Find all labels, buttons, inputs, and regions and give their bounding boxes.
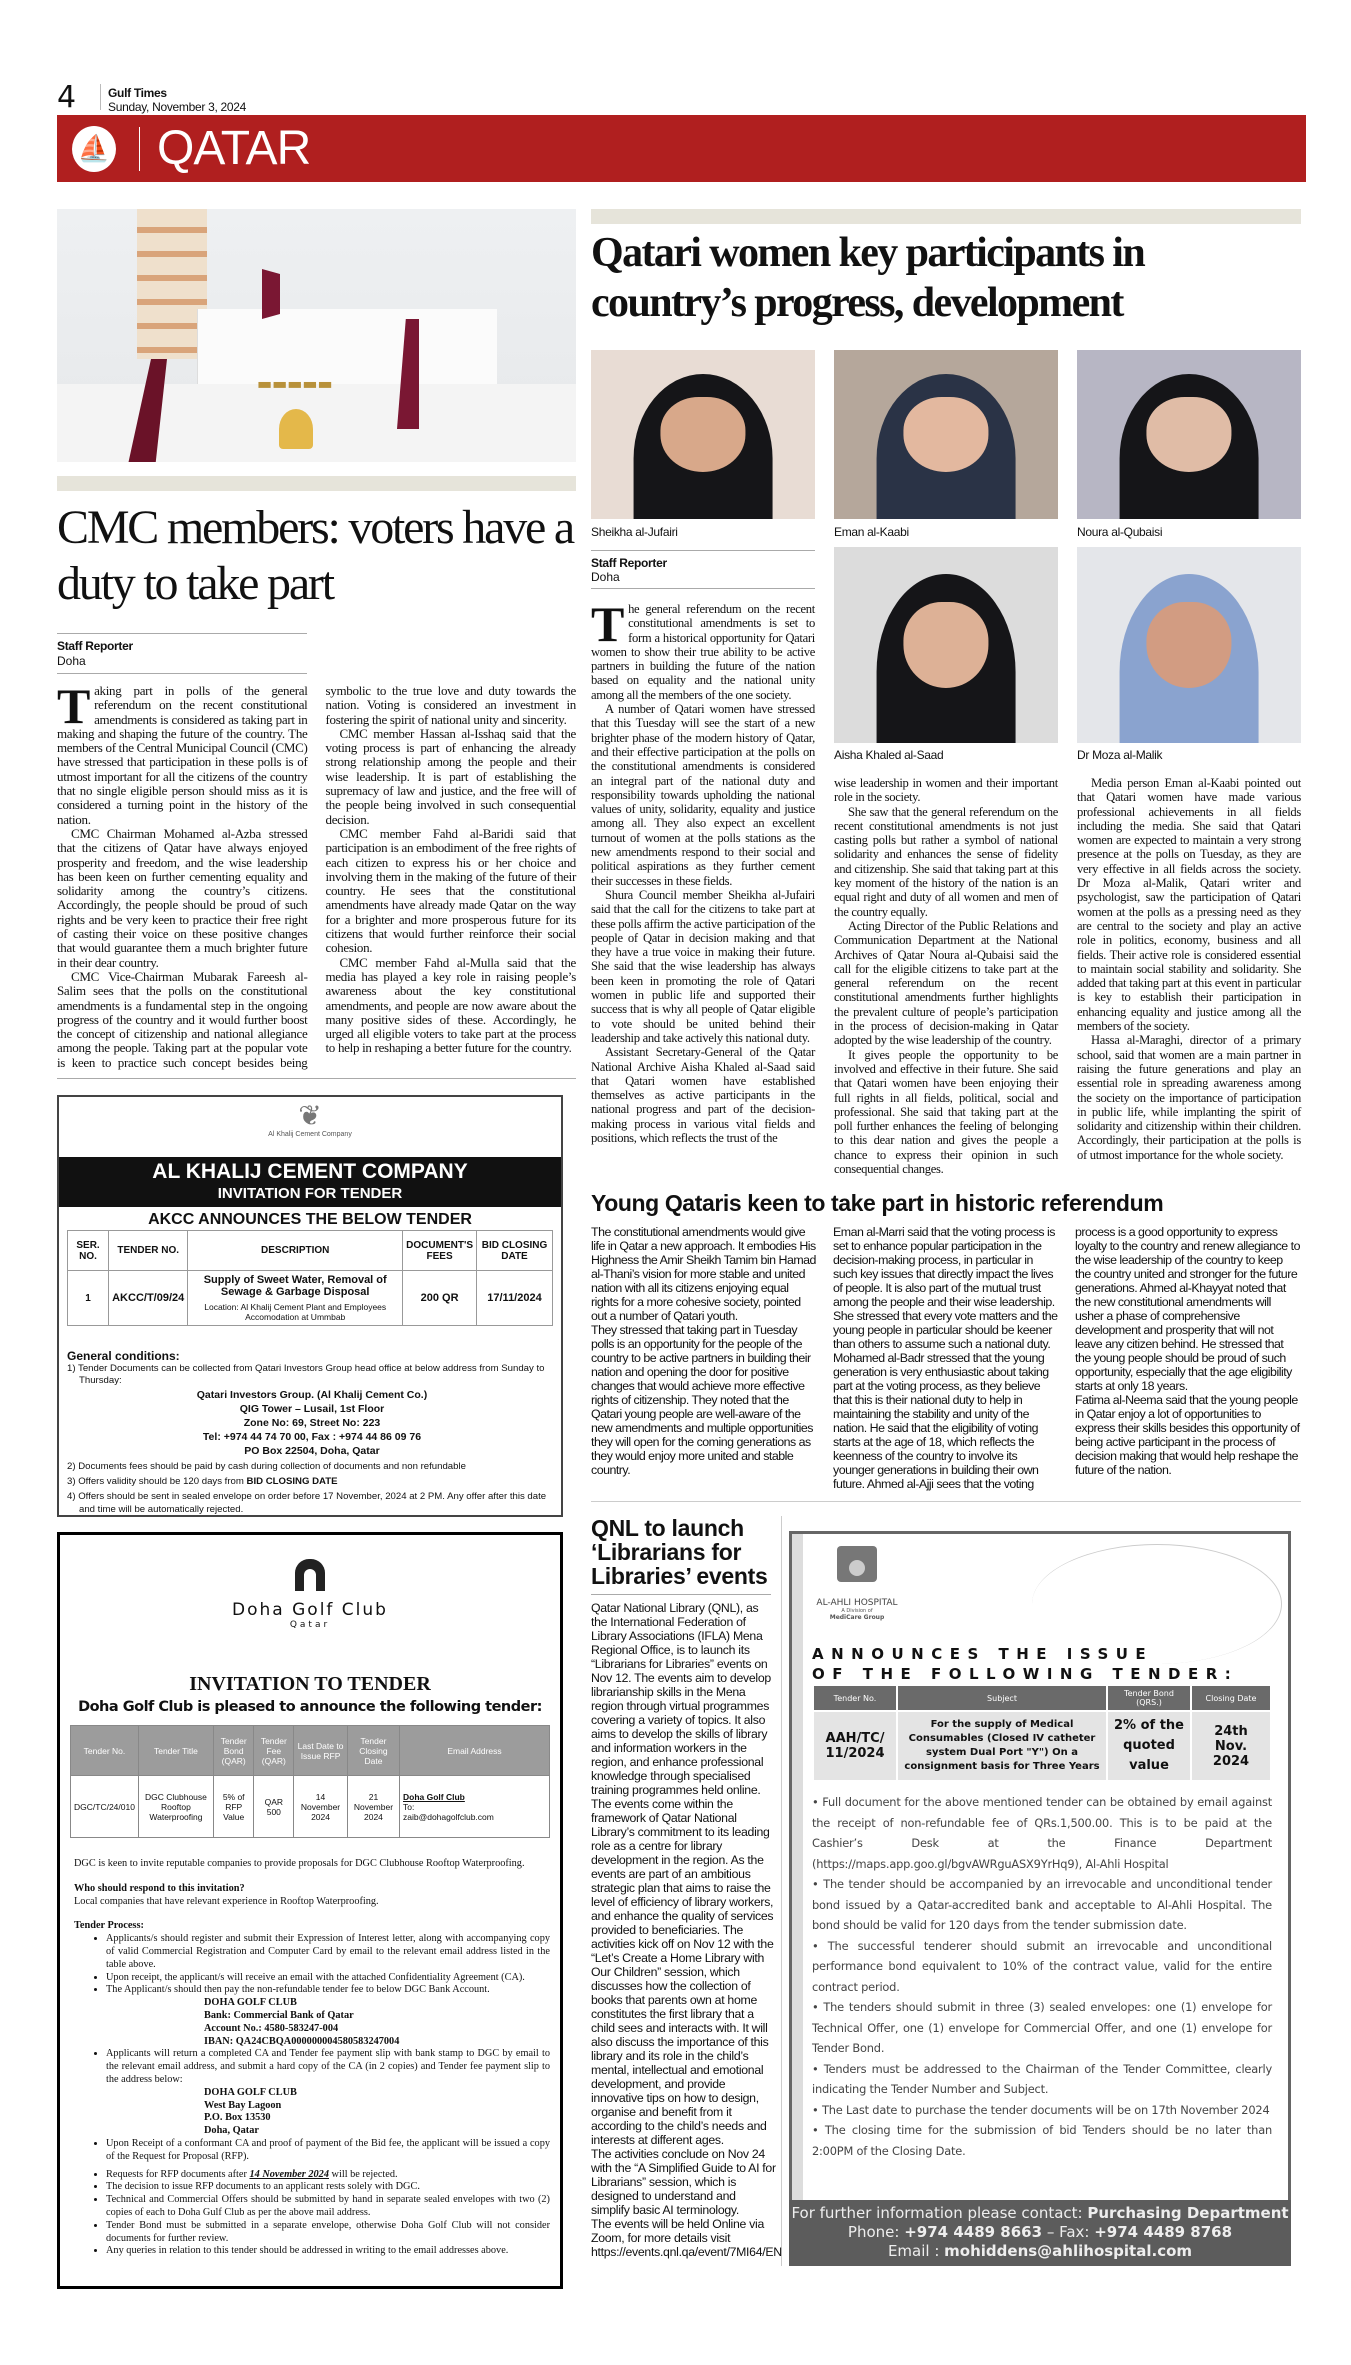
paragraph: Mohamed al-Badr stressed that the young generation is very enthusiastic about taking part at the voting process, as they believe that this is their national duty to help in maintaining the stability and unity of the nation. He said that the eligibility of voting starts at the age of 18, which reflects the keenness of the country to involve its younger generations in building their own future. Ahmed al-Ajji sees that the voting process is a good opportunity to express loyalty to the country and renew allegiance to the wise leadership of the country to keep the country united and stronger for the future generations. Ahmed al-Khayyat noted that the new constitutional amendments will usher a phase of comprehensive development and prosperity that will not leave any citizen behind. He stressed that the young people should be proud of such opportunity, especially that the age eligibility starts at only 18 years. <box>833 1225 1300 1492</box>
column-header: SER. NO. <box>68 1231 109 1271</box>
photo-caption: Sheikha al-Jufairi <box>591 525 678 539</box>
table-row <box>71 1776 550 1838</box>
announce-text <box>812 1644 1238 1684</box>
cell: 2% of the quoted value <box>1108 1712 1190 1780</box>
paragraph: A number of Qatari women have stressed that this Tuesday will see the start of a new brighter phase of the modern history of Qatar, and their effective participation at the polls on the constitutional amendments is considered an integral part of the national duty and responsibility towards upholding the national values of unity, solidarity, equality and justice among all. They also expect an excellent turnout of women at the polls stations as the new amendments respond to their social and political aspirations as they further cement their successes in these fields. <box>591 702 815 888</box>
condition: 2) Documents fees should be paid by cash during collection of documents and non refundable <box>67 1460 466 1472</box>
building-sign: ▬▬▬▬▬ <box>257 374 333 393</box>
dateline: Doha <box>591 570 620 584</box>
paragraph: She saw that the general referendum on the recent constitutional amendments is not just casting polls but rather a symbol of national solidarity and enhances the sense of fidelity and citizenship. She said that taking part at this key moment of the history of the nation is an equal right and duty of all women and men of the country equally. <box>834 804 1058 919</box>
bullet: • Tender Bond must be submitted in a separate envelope, otherwise Doha Golf Club will not consider documents for further review. <box>106 2220 550 2246</box>
akcc-logo <box>59 1101 561 1138</box>
bullet: • The tenders should submit in three (3) sealed envelopes: one (1) envelope for Technical Offer, one (1) envelope for Commercial Offer, and one (1) envelope for Tender Bond. <box>812 2000 1272 2056</box>
bullet: • Technical and Commercial Offers should be submitted by hand in separate sealed envelopes with two (2) copies of each to Doha Gulf Club as per the above mail address. <box>106 2194 550 2220</box>
contact-label: For further information please contact: <box>791 2204 1088 2223</box>
announce-line: ANNOUNCES THE ISSUE <box>812 1645 1154 1664</box>
women-article-col1 <box>591 547 815 1145</box>
doha-golf-club-tender-ad <box>57 1532 563 2289</box>
ad-title: INVITATION TO TENDER <box>189 1673 431 1696</box>
youth-headline: Young Qataris keen to take part in historic referendum <box>591 1190 1164 1217</box>
paragraph: The events will be held Online via Zoom, for more details visit https://events.qnl.qa/event/7MI64/EN <box>591 2217 782 2260</box>
title-band <box>59 1157 561 1207</box>
column-header: Subject <box>898 1686 1106 1710</box>
cell: For the supply of Medical Consumables (Closed IV catheter system Dual Port "Y") On a consignment basis for Three Years <box>898 1712 1106 1780</box>
address-line: Doha, Qatar <box>204 2125 259 2137</box>
bank-line: DOHA GOLF CLUB <box>204 1997 297 2009</box>
portrait-photo <box>1077 547 1301 743</box>
bullet: • Full document for the above mentioned tender can be obtained by email against the receipt of non-refundable fee of QRs.1,500.00. This is to be paid at the Cashier’s Desk at the Finance Department (https://maps.app.goo.gl/bgvAWRguASX9YrHq9), Al-Ahli Hospital <box>812 1795 1272 1871</box>
paragraph: CMC Vice-Chairman Mubarak Fareesh al-Salim sees that the polls on the constitutional amendments is a fundamental step in the ongoing progress of the country and it would further boost the concept of citizenship and national allegiance among the people. Taking part at the popular vote is keen to practice such concept besides being symbolic to the true love and duty towards the nation. Voting is considered an investment in fostering the spirit of national unity and sincerity. <box>57 683 576 1070</box>
divider <box>591 1501 1301 1502</box>
cell: 21 November 2024 <box>347 1776 399 1838</box>
portrait-photo <box>1077 350 1301 519</box>
divider <box>57 1078 576 1079</box>
cell: 5% of RFP Value <box>213 1776 254 1838</box>
leaf-icon: ❦ <box>298 1100 322 1132</box>
tender-conditions <box>812 1792 1272 2161</box>
page-number: 4 <box>57 80 73 115</box>
section-banner <box>57 115 1306 182</box>
portrait-photo <box>834 350 1058 519</box>
bullet: • The Last date to purchase the tender documents will be on 17th November 2024 <box>812 2102 1270 2117</box>
address-line: P.O. Box 13530 <box>204 2112 271 2124</box>
process-title: Tender Process: <box>74 1920 144 1932</box>
tender-table <box>812 1684 1272 1782</box>
table-row <box>814 1712 1270 1780</box>
fax-number: +974 4489 8768 <box>1094 2223 1233 2242</box>
paragraph: It gives people the opportunity to be involved and effective in their future. She said that Qatari women have been enjoying their full rights in all fields, political, social and professional. She said that taking part at the poll further enhances the feeling of belonging to this dear nation and gives the people a chance to express their opinion in such consequential changes. <box>834 1047 1058 1177</box>
cell: AKCC/T/09/24 <box>109 1271 188 1326</box>
logo-text: Al Khalij Cement Company <box>268 1131 352 1139</box>
contact-footer <box>789 2200 1291 2266</box>
paragraph: The constitutional amendments would give life in Qatar a new approach. It embodies His Highness the Amir Sheikh Tamim bin Hamad al-Thani’s vision for more stable and united nation with all its citizens enjoying equal rights for a more cohesive society, pointed out a number of Qatari youth. <box>591 1225 816 1324</box>
logo-name: Doha Golf Club <box>232 1600 388 1621</box>
address-line: PO Box 22504, Doha, Qatar <box>244 1444 380 1457</box>
conditions <box>67 1349 557 1516</box>
photo-caption: Aisha Khaled al-Saad <box>834 748 944 762</box>
column-header: Email Address <box>400 1726 550 1776</box>
women-article-col3 <box>1077 547 1301 1162</box>
condition: 4) Offers should be sent in sealed envelope on order before 17 November, 2024 at 2 PM. Any offer after this date and time will be automatically rejected. <box>67 1491 547 1515</box>
logo-division: A Division of <box>841 1608 873 1615</box>
cell: 1 <box>68 1271 109 1326</box>
byline: Staff Reporter <box>57 639 133 653</box>
paragraph: The activities conclude on Nov 24 with the “A Simplified Guide to AI for Librarians” session, which is designed to understand and simplify basic AI terminology. <box>591 2147 776 2218</box>
contact-dept: Purchasing Department <box>1087 2204 1289 2223</box>
ahli-logo <box>812 1546 902 1621</box>
column-header: Tender No. <box>814 1686 896 1710</box>
cell: AAH/TC/ 11/2024 <box>814 1712 896 1780</box>
bullet: • Upon receipt, the applicant/s will receive an email with the attached Confidentiality Agreement (CA). <box>106 1972 550 1985</box>
section-title: QATAR <box>157 122 311 175</box>
location: Location: Al Khalij Cement Plant and Employees Accomodation at Ummbab <box>204 1302 387 1323</box>
al-khalij-tender-ad <box>57 1095 563 1517</box>
cell: DGC/TC/24/010 <box>71 1776 139 1838</box>
ad-body <box>74 1858 550 2258</box>
condition: 1) Tender Documents can be collected from Qatari Investors Group head office at below address from Sunday to Thursday: <box>67 1363 545 1387</box>
bullet: • The Applicant/s should then pay the non-refundable tender fee to below DGC Bank Account. <box>106 1984 550 1997</box>
paragraph: Taking part in polls of the general referendum on the recent constitutional amendments is considered as taking part in making and shaping the future of the country. The members of the Central Municipal Council (CMC) have stressed that participation in these polls is of utmost important for all the citizens of the country that no single eligible person should miss as it is considered a turning point in the history of the nation. <box>57 678 308 827</box>
address-line: Tel: +974 44 74 70 00, Fax : +974 44 86 09 76 <box>202 1430 422 1443</box>
condition <box>67 1476 557 1488</box>
column-header: Tender Bond (QAR) <box>213 1726 254 1776</box>
paragraph: Media person Eman al-Kaabi pointed out that Qatari women have made various professional achievements in all fields including the media. She said that Qatari women are expected to maintain a very strong presence at the polls on Tuesday, as they are very effective in all fields across the society. Dr Moza al-Malik, Qatari writer and psychologist, saw the participation of Qatari women at the polls as a pressing need as they are central to the society and play an active role in politics, economy, business and all fields. Their active role is considered essential to maintain social stability and solidarity. She added that taking part at this event in particular is key to establish their participation in enhancing equality and justice among all the members of the society. <box>1077 776 1301 1034</box>
women-text-col3 <box>1077 776 1301 1162</box>
dhow-icon: ⛵ <box>72 126 116 172</box>
paragraph: CMC member Hassan al-Isshaq said that the voting process is part of enhancing the already strong relationship among the people and their wise leadership. It is part of establishing the supremacy of law and justice, and the free will of the people being involved in such consequential decision. <box>325 725 576 827</box>
bullet: • Applicants will return a completed CA and Tender fee payment slip with bank stamp to DGC by email to the relevant email address, and submit a hard copy of the CA (in 2 copies) and Tender fee payment slip to the address below: <box>106 2048 550 2086</box>
arch-icon <box>295 1559 325 1591</box>
women-text-col1 <box>591 596 815 1145</box>
email-org: Doha Golf Club <box>403 1791 465 1802</box>
who-title: Who should respond to this invitation? <box>74 1882 245 1894</box>
bullet: • Tenders must be addressed to the Chairman of the Tender Committee, clearly indicating the Tender Number and Subject. <box>812 2061 1272 2097</box>
column-header: Closing Date <box>1192 1686 1270 1710</box>
address-line: QIG Tower – Lusail, 1st Floor <box>239 1402 385 1415</box>
paragraph: They stressed that taking part in Tuesday polls is an opportunity for the people of the country to be active partners in building their nation and opening the door for positive changes that would achieve more effective rights of citizenship. They noted that the Qatari young people are well-aware of the new amendments and multiple opportunities they will open for the coming generations as they would enjoy more united and stable country. <box>591 1323 813 1478</box>
paragraph: CMC member Fahd al-Baridi said that participation is an embodiment of the free rights of each citizen to express his or her choice and involving them in the making of the future of their country. He sees that the constitutional amendments have already made Qatar on the way for a brighter and more prosperous future for its citizens that would further reinforce their social cohesion. <box>325 825 576 956</box>
bullet-text: Requests for RFP documents after <box>106 2168 250 2180</box>
column-header: Tender Fee (QAR) <box>254 1726 294 1776</box>
cell <box>400 1776 550 1838</box>
paragraph: CMC Chairman Mohamed al-Azba stressed that the citizens of Qatar have always enjoyed prosperity and freedom, and the wise leadership has been keen on further cementing equality and solidarity among the country’s citizens. Accordingly, the people should be proud of such rights and be very keen to practice their free right of casting their voice on these positive changes that would guarantee them a much brighter future in their dear country. <box>57 825 308 970</box>
logo-group: MediCare Group <box>829 1614 885 1622</box>
al-ahli-tender-ad <box>789 1531 1291 2266</box>
divider <box>139 127 140 171</box>
left-column <box>57 678 576 2289</box>
email-to: To: <box>403 1801 415 1812</box>
address-line: DOHA GOLF CLUB <box>204 2086 297 2098</box>
description: Supply of Sweet Water, Removal of Sewage & Garbage Disposal <box>203 1274 387 1299</box>
conditions-title: General conditions: <box>67 1349 180 1364</box>
women-article-col2 <box>834 547 1058 1176</box>
bullet: • Any queries in relation to this tender should be addressed in writing to the email addresses above. <box>106 2245 550 2258</box>
column-header: Tender Bond (QRS.) <box>1108 1686 1190 1710</box>
column-header: Last Date to Issue RFP <box>294 1726 348 1776</box>
paragraph: CMC member Fahd al-Mulla said that the media has played a key role in raising people’s awareness about the key constitutional amendments, and people are now aware about the many positive sides of these. Accordingly, he urged all eligible voters to take part at the process to help in reshaping a better future for the country. <box>325 954 576 1056</box>
phone-label: Phone: <box>847 2223 905 2242</box>
photo-caption: Noura al-Qubaisi <box>1077 525 1163 539</box>
logo-name: AL-AHLI HOSPITAL <box>816 1598 898 1609</box>
bank-line: IBAN: QA24CBQA000000004580583247004 <box>204 2035 400 2047</box>
qnl-headline: QNL to launch ‘Librarians for Libraries’ events <box>591 1515 768 1590</box>
byline: Staff Reporter <box>591 556 667 570</box>
issue-date: Sunday, November 3, 2024 <box>108 100 247 114</box>
bullet-text: will be rejected. <box>328 2168 398 2180</box>
column-header: DOCUMENT'S FEES <box>403 1231 477 1271</box>
divider <box>591 1594 771 1595</box>
cell <box>188 1271 403 1326</box>
paragraph: Hassa al-Maraghi, director of a primary school, said that women are a main partner in raising the future generations and play an essential role in spreading awareness among the society on the importance of participation in public life, while implanting the spirit of solidarity and citizenship within their children. Accordingly, their participation at the polls is of utmost importance for the whole society. <box>1077 1033 1301 1162</box>
bullet: • The closing time for the submission of bid Tenders should be no later than 2:00PM of the Closing Date. <box>812 2123 1272 2158</box>
paragraph: Shura Council member Sheikha al-Jufairi said that the call for the citizens to take part at these polls affirm the active participation of the people of Qatar in decision making and that they have a true voice in making their future. She said that the wise leadership has always been keen in promoting the role of Qatari women in public life and supported their success that is why all people of Qatar eligible to vote should be united behind their leadership and take actively this national duty. <box>591 887 815 1045</box>
cell: DGC Clubhouse Rooftop Waterproofing <box>138 1776 213 1838</box>
address-line: West Bay Lagoon <box>204 2099 282 2111</box>
column-header: TENDER NO. <box>109 1231 188 1271</box>
tender-table <box>67 1230 553 1326</box>
divider <box>591 588 815 589</box>
qnl-article-body <box>591 1601 782 2260</box>
cmc-building-photo <box>57 209 576 462</box>
bank-line: Account No.: 4580-583247-004 <box>204 2022 339 2034</box>
tender-table <box>70 1725 550 1838</box>
paragraph: Eman al-Marri said that the voting process is set to enhance popular participation in the decision-making process, in particular in such key issues that directly impact the lives of people. It is also part of the mutual trust among the people and their wise leadership. She stressed that every vote matters and the young people in particular should be keener than others to assume such a national duty. <box>833 1225 1058 1352</box>
announce-text: AKCC ANNOUNCES THE BELOW TENDER <box>148 1211 472 1229</box>
fax-label: – Fax: <box>1042 2223 1095 2242</box>
divider-band <box>57 476 576 491</box>
bottom-row <box>591 1516 1301 2266</box>
divider-band <box>591 209 1301 224</box>
paragraph: Acting Director of the Public Relations and Communication Department at the National Archives of Qatar Noura al-Qubaisi said the call for the eligible citizens to take part at the general referendum on the recent constitutional amendments further highlights the prevalent culture of people’s participation in the process of decision-making in Qatar adopted by the wise leadership of the country. <box>834 918 1058 1048</box>
table-row <box>68 1271 553 1326</box>
column-header: BID CLOSING DATE <box>477 1231 553 1271</box>
women-headline: Qatari women key participants in country’s progress, development <box>591 230 1145 326</box>
divider <box>57 633 307 634</box>
cmc-headline: CMC members: voters have a duty to take part <box>57 501 574 610</box>
cell: 200 QR <box>403 1271 477 1326</box>
bullet: • The decision to issue RFP documents to an applicant rests solely with DGC. <box>106 2181 550 2194</box>
cell: 17/11/2024 <box>477 1271 553 1326</box>
hospital-icon <box>837 1546 877 1582</box>
cmc-article-body <box>57 678 576 1070</box>
qnl-article <box>591 1516 782 2266</box>
ad-title: INVITATION FOR TENDER <box>217 1185 403 1203</box>
paragraph: Assistant Secretary-General of the Qatar National Archive Aisha Khaled al-Saad said that Qatari women have established themselves as active participants in the national progress and part of the decision-making process in various vital fields and positions, which reflects the trust of the <box>591 1045 815 1145</box>
paragraph: Fatima al-Neema said that the young people in Qatar enjoy a lot of opportunities to express their skills besides this opportunity of being active participant in the process of decision making that would help reshape the future of the nation. <box>1075 1393 1300 1478</box>
divider <box>100 84 101 110</box>
bullet: • Applicants/s should register and submit their Expression of Interest letter, along with accompanying copy of valid Commercial Registration and Computer Card by email to the relevant email address listed in the table above. <box>106 1933 550 1971</box>
column-header: Tender Title <box>138 1726 213 1776</box>
dateline: Doha <box>57 654 86 668</box>
bullet: • The tender should be accompanied by an irrevocable and unconditional tender bond issued by a Qatar-accredited bank and acceptable to Al-Ahli Hospital. The bond should be valid for 120 days from the tender submission date. <box>812 1877 1272 1933</box>
address-line: Qatari Investors Group. (Al Khalij Cement Co.) <box>196 1388 428 1401</box>
photo-caption: Eman al-Kaabi <box>834 525 909 539</box>
right-column <box>591 547 1301 2266</box>
photo-caption: Dr Moza al-Malik <box>1077 748 1163 762</box>
bullet: • The successful tenderer should submit an irrevocable and unconditional performance bond equivalent to 10% of the contract value, valid for the entire contract period. <box>812 1938 1272 1994</box>
divider <box>57 673 307 674</box>
paper-name: Gulf Times <box>108 86 167 100</box>
condition-text: 3) Offers validity should be 120 days from <box>67 1475 247 1487</box>
cell: 24th Nov. 2024 <box>1192 1712 1270 1780</box>
women-text-col2 <box>834 776 1058 1176</box>
email-link[interactable]: zaib@dohagolfclub.com <box>403 1811 494 1822</box>
cell: QAR 500 <box>254 1776 294 1838</box>
bank-line: Bank: Commercial Bank of Qatar <box>204 2009 354 2021</box>
email-link[interactable]: mohiddens@ahlihospital.com <box>944 2242 1193 2261</box>
company-name: AL KHALIJ CEMENT COMPANY <box>152 1160 468 1184</box>
intro: DGC is keen to invite reputable companies to provide proposals for DGC Clubhouse Rooftop Waterproofing. <box>74 1858 525 1870</box>
address-line: Zone No: 69, Street No: 223 <box>243 1416 381 1429</box>
women-article-columns <box>591 547 1301 1176</box>
paragraph: wise leadership in women and their important role in the society. <box>834 776 1058 805</box>
paragraph: The general referendum on the recent constitutional amendments is set to form a historical opportunity for Qatari women to show their true ability to be active partners in building the future of the nation based on equality and the national unity among all the members of the one society. <box>591 596 815 702</box>
paragraph: Qatar National Library (QNL), as the International Federation of Library Associations (IFLA) Mena Regional Office, is to launch its “Librarians for Libraries” events on Nov 12. The events aim to develop librarianship skills in the Mena region through virtual programmes covering a variety of topics. It also aims to develop the skills of library and information workers in the region, and enhance professional knowledge through specialised training programmes held online. The events come within the framework of Qatar National Library’s commitment to its leading role as a centre for library development in the region. As the events are part of an ambitious strategic plan that aims to raise the level of efficiency of library workers, and enhance the quality of services provided to beneficiaries. The activities kick off on Nov 12 with the “Let’s Create a Home Library with Our Children” session, which discusses how the collection of books that parents own at home constitutes the first library that a child sees and interacts with. It will also discuss the importance of this library and its role in the child’s mental, intellectual and emotional development, and provide innovative tips on how to design, organise and benefit from it according to the child’s needs and interests at different ages. <box>591 1601 774 2148</box>
column-header: Tender No. <box>71 1726 139 1776</box>
column-header: DESCRIPTION <box>188 1231 403 1271</box>
portrait-photo <box>834 547 1058 743</box>
portrait-photo <box>591 350 815 519</box>
logo-sub: Qatar <box>289 1620 331 1631</box>
deadline-date: 14 November 2024 <box>249 2168 329 2180</box>
divider <box>591 550 815 551</box>
bullet <box>106 2169 550 2182</box>
ad-subtitle: Doha Golf Club is pleased to announce the following tender: <box>78 1699 542 1716</box>
cell: 14 November 2024 <box>294 1776 348 1838</box>
youth-article-body <box>591 1225 1301 1491</box>
phone-number: +974 4489 8663 <box>904 2223 1043 2242</box>
announce-line: OF THE FOLLOWING TENDER: <box>812 1665 1239 1684</box>
email-label: Email : <box>887 2242 945 2261</box>
condition-bold: BID CLOSING DATE <box>246 1475 338 1487</box>
column-header: Tender Closing Date <box>347 1726 399 1776</box>
dgc-logo <box>60 1559 560 1630</box>
bullet: • Upon Receipt of a conformant CA and proof of payment of the Bid fee, the applicant will be issued a copy of the Request for Proposal (RFP). <box>106 2138 550 2164</box>
who-text: Local companies that have relevant experience in Rooftop Waterproofing. <box>74 1895 379 1907</box>
